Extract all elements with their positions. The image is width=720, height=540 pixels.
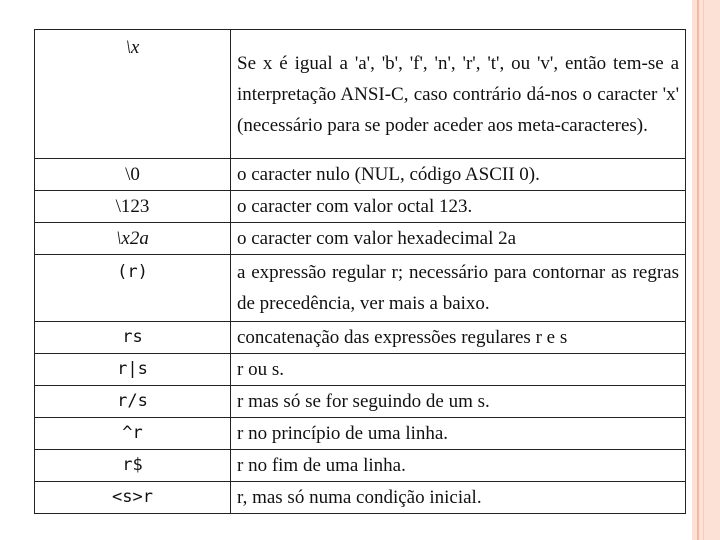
symbol-cell: \x <box>35 30 231 159</box>
symbol-cell: <s>r <box>35 482 231 514</box>
description-cell: o caracter nulo (NUL, código ASCII 0). <box>231 159 686 191</box>
table-row <box>35 450 686 482</box>
symbol-cell: \123 <box>35 191 231 223</box>
table-row <box>35 223 686 255</box>
description-cell: r ou s. <box>231 354 686 386</box>
table-row <box>35 255 686 322</box>
description-cell: o caracter com valor octal 123. <box>231 191 686 223</box>
decorative-side-line-thin <box>703 0 704 540</box>
description-cell: r mas só se for seguindo de um s. <box>231 386 686 418</box>
description-cell: r, mas só numa condição inicial. <box>231 482 686 514</box>
symbol-cell: \0 <box>35 159 231 191</box>
description-cell: concatenação das expressões regulares r e s <box>231 322 686 354</box>
symbol-cell: rs <box>35 322 231 354</box>
table-row <box>35 322 686 354</box>
description-cell: o caracter com valor hexadecimal 2a <box>231 223 686 255</box>
regex-table <box>34 29 686 514</box>
table-row <box>35 191 686 223</box>
table-row <box>35 354 686 386</box>
table-row <box>35 30 686 159</box>
table-row <box>35 482 686 514</box>
description-cell: Se x é igual a 'a', 'b', 'f', 'n', 'r', 't', ou 'v', então tem-se a interpretação ANSI-C, caso contrário dá-nos o caracter 'x' (necessário para se poder aceder aos meta-caracteres). <box>231 30 686 159</box>
symbol-cell: r|s <box>35 354 231 386</box>
decorative-side-line <box>697 0 699 540</box>
regex-table-container <box>34 29 685 514</box>
symbol-cell: \x2a <box>35 223 231 255</box>
table-row <box>35 386 686 418</box>
symbol-cell: r$ <box>35 450 231 482</box>
description-cell: r no princípio de uma linha. <box>231 418 686 450</box>
symbol-cell: ^r <box>35 418 231 450</box>
table-row <box>35 159 686 191</box>
symbol-cell: (r) <box>35 255 231 322</box>
description-cell: a expressão regular r; necessário para contornar as regras de precedência, ver mais a baixo. <box>231 255 686 322</box>
table-row <box>35 418 686 450</box>
description-cell: r no fim de uma linha. <box>231 450 686 482</box>
symbol-cell: r/s <box>35 386 231 418</box>
